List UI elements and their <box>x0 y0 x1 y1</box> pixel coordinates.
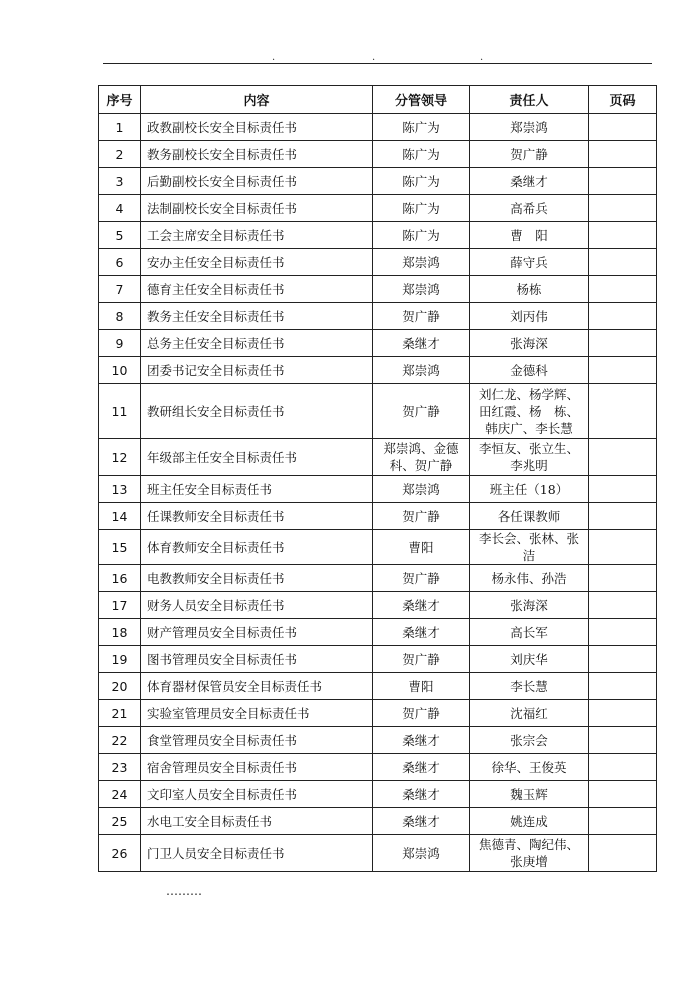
row-leader: 桑继才 <box>373 330 470 357</box>
row-person: 高希兵 <box>470 195 589 222</box>
row-number: 18 <box>99 619 141 646</box>
row-leader: 曹阳 <box>373 530 470 565</box>
row-number: 14 <box>99 503 141 530</box>
col-header-person: 责任人 <box>470 86 589 114</box>
table-row <box>99 114 657 141</box>
table-row <box>99 503 657 530</box>
row-page <box>589 141 657 168</box>
row-content: 任课教师安全目标责任书 <box>141 503 373 530</box>
row-person: 姚连成 <box>470 808 589 835</box>
row-leader: 贺广静 <box>373 384 470 439</box>
header-rule <box>103 63 652 64</box>
row-page <box>589 195 657 222</box>
row-number: 22 <box>99 727 141 754</box>
table-row <box>99 249 657 276</box>
row-number: 13 <box>99 476 141 503</box>
table-row <box>99 673 657 700</box>
row-number: 6 <box>99 249 141 276</box>
row-person: 焦德青、陶纪伟、张庚增 <box>470 835 589 872</box>
row-person: 班主任（18） <box>470 476 589 503</box>
row-number: 17 <box>99 592 141 619</box>
header-dot: . <box>272 52 276 63</box>
row-person: 各任课教师 <box>470 503 589 530</box>
row-content: 体育教师安全目标责任书 <box>141 530 373 565</box>
row-leader: 郑崇鸿 <box>373 835 470 872</box>
row-person: 薛守兵 <box>470 249 589 276</box>
row-number: 15 <box>99 530 141 565</box>
row-page <box>589 503 657 530</box>
row-number: 9 <box>99 330 141 357</box>
row-content: 实验室管理员安全目标责任书 <box>141 700 373 727</box>
header-dots <box>0 52 700 62</box>
row-content: 安办主任安全目标责任书 <box>141 249 373 276</box>
row-content: 文印室人员安全目标责任书 <box>141 781 373 808</box>
row-number: 7 <box>99 276 141 303</box>
row-content: 法制副校长安全目标责任书 <box>141 195 373 222</box>
table-row <box>99 781 657 808</box>
table-row <box>99 835 657 872</box>
row-person: 桑继才 <box>470 168 589 195</box>
row-page <box>589 222 657 249</box>
row-leader: 曹阳 <box>373 673 470 700</box>
row-person: 徐华、王俊英 <box>470 754 589 781</box>
row-person: 高长军 <box>470 619 589 646</box>
row-leader: 陈广为 <box>373 195 470 222</box>
row-leader: 郑崇鸿 <box>373 249 470 276</box>
row-page <box>589 303 657 330</box>
table-row <box>99 384 657 439</box>
row-number: 1 <box>99 114 141 141</box>
row-leader: 桑继才 <box>373 619 470 646</box>
row-page <box>589 530 657 565</box>
row-number: 26 <box>99 835 141 872</box>
row-number: 10 <box>99 357 141 384</box>
table-row <box>99 646 657 673</box>
row-page <box>589 276 657 303</box>
row-person: 杨栋 <box>470 276 589 303</box>
table-row <box>99 439 657 476</box>
table-header-row <box>99 86 657 114</box>
table-row <box>99 357 657 384</box>
table-row <box>99 530 657 565</box>
row-leader: 贺广静 <box>373 565 470 592</box>
row-content: 体育器材保管员安全目标责任书 <box>141 673 373 700</box>
row-person: 李长慧 <box>470 673 589 700</box>
row-content: 教研组长安全目标责任书 <box>141 384 373 439</box>
row-content: 食堂管理员安全目标责任书 <box>141 727 373 754</box>
row-person: 张宗会 <box>470 727 589 754</box>
row-page <box>589 476 657 503</box>
row-page <box>589 114 657 141</box>
row-person: 金德科 <box>470 357 589 384</box>
row-page <box>589 754 657 781</box>
col-header-page: 页码 <box>589 86 657 114</box>
row-number: 24 <box>99 781 141 808</box>
row-page <box>589 808 657 835</box>
row-content: 教务主任安全目标责任书 <box>141 303 373 330</box>
row-person: 李长会、张林、张洁 <box>470 530 589 565</box>
row-content: 年级部主任安全目标责任书 <box>141 439 373 476</box>
row-content: 宿舍管理员安全目标责任书 <box>141 754 373 781</box>
row-leader: 郑崇鸿 <box>373 476 470 503</box>
row-page <box>589 592 657 619</box>
col-header-content: 内容 <box>141 86 373 114</box>
table-row <box>99 222 657 249</box>
row-leader: 贺广静 <box>373 700 470 727</box>
row-page <box>589 330 657 357</box>
row-page <box>589 673 657 700</box>
row-content: 财产管理员安全目标责任书 <box>141 619 373 646</box>
row-number: 20 <box>99 673 141 700</box>
header-dot: . <box>480 52 484 63</box>
row-leader: 桑继才 <box>373 754 470 781</box>
row-person: 李恒友、张立生、李兆明 <box>470 439 589 476</box>
row-leader: 贺广静 <box>373 503 470 530</box>
table-row <box>99 141 657 168</box>
row-page <box>589 619 657 646</box>
row-number: 4 <box>99 195 141 222</box>
row-content: 工会主席安全目标责任书 <box>141 222 373 249</box>
row-leader: 郑崇鸿 <box>373 357 470 384</box>
row-number: 12 <box>99 439 141 476</box>
table-row <box>99 619 657 646</box>
row-content: 后勤副校长安全目标责任书 <box>141 168 373 195</box>
row-person: 刘丙伟 <box>470 303 589 330</box>
row-leader: 陈广为 <box>373 168 470 195</box>
row-content: 总务主任安全目标责任书 <box>141 330 373 357</box>
table-row <box>99 195 657 222</box>
row-leader: 贺广静 <box>373 646 470 673</box>
row-person: 张海深 <box>470 592 589 619</box>
row-person: 刘庆华 <box>470 646 589 673</box>
row-person: 贺广静 <box>470 141 589 168</box>
row-page <box>589 781 657 808</box>
row-page <box>589 439 657 476</box>
row-number: 16 <box>99 565 141 592</box>
table-row <box>99 476 657 503</box>
row-page <box>589 249 657 276</box>
row-content: 财务人员安全目标责任书 <box>141 592 373 619</box>
row-person: 沈福红 <box>470 700 589 727</box>
row-number: 5 <box>99 222 141 249</box>
table-row <box>99 700 657 727</box>
row-number: 11 <box>99 384 141 439</box>
row-leader: 郑崇鸿、金德科、贺广静 <box>373 439 470 476</box>
table-row <box>99 565 657 592</box>
row-content: 门卫人员安全目标责任书 <box>141 835 373 872</box>
row-leader: 桑继才 <box>373 781 470 808</box>
row-leader: 桑继才 <box>373 808 470 835</box>
row-page <box>589 384 657 439</box>
col-header-leader: 分管领导 <box>373 86 470 114</box>
row-page <box>589 835 657 872</box>
row-content: 团委书记安全目标责任书 <box>141 357 373 384</box>
row-person: 曹 阳 <box>470 222 589 249</box>
row-number: 19 <box>99 646 141 673</box>
row-leader: 桑继才 <box>373 592 470 619</box>
row-leader: 郑崇鸿 <box>373 276 470 303</box>
row-leader: 陈广为 <box>373 114 470 141</box>
table-row <box>99 754 657 781</box>
row-number: 25 <box>99 808 141 835</box>
row-page <box>589 727 657 754</box>
row-leader: 贺广静 <box>373 303 470 330</box>
table-row <box>99 276 657 303</box>
table-row <box>99 592 657 619</box>
row-leader: 陈广为 <box>373 141 470 168</box>
responsibility-table <box>98 85 657 872</box>
row-person: 魏玉辉 <box>470 781 589 808</box>
row-person: 杨永伟、孙浩 <box>470 565 589 592</box>
row-page <box>589 357 657 384</box>
table-row <box>99 808 657 835</box>
row-number: 2 <box>99 141 141 168</box>
row-person: 张海深 <box>470 330 589 357</box>
row-content: 班主任安全目标责任书 <box>141 476 373 503</box>
row-leader: 桑继才 <box>373 727 470 754</box>
row-number: 3 <box>99 168 141 195</box>
header-dot: . <box>372 52 376 63</box>
row-content: 图书管理员安全目标责任书 <box>141 646 373 673</box>
table-row <box>99 330 657 357</box>
row-content: 教务副校长安全目标责任书 <box>141 141 373 168</box>
row-content: 电教教师安全目标责任书 <box>141 565 373 592</box>
row-content: 德育主任安全目标责任书 <box>141 276 373 303</box>
row-number: 21 <box>99 700 141 727</box>
table-body <box>99 114 657 872</box>
row-page <box>589 565 657 592</box>
row-content: 水电工安全目标责任书 <box>141 808 373 835</box>
table-row <box>99 168 657 195</box>
footer-dots: ……… <box>166 884 202 898</box>
row-page <box>589 168 657 195</box>
col-header-number: 序号 <box>99 86 141 114</box>
row-content: 政教副校长安全目标责任书 <box>141 114 373 141</box>
table-row <box>99 303 657 330</box>
table-row <box>99 727 657 754</box>
row-leader: 陈广为 <box>373 222 470 249</box>
row-person: 刘仁龙、杨学辉、田红霞、杨 栋、韩庆广、李长慧 <box>470 384 589 439</box>
row-person: 郑崇鸿 <box>470 114 589 141</box>
row-page <box>589 646 657 673</box>
row-number: 23 <box>99 754 141 781</box>
row-number: 8 <box>99 303 141 330</box>
row-page <box>589 700 657 727</box>
